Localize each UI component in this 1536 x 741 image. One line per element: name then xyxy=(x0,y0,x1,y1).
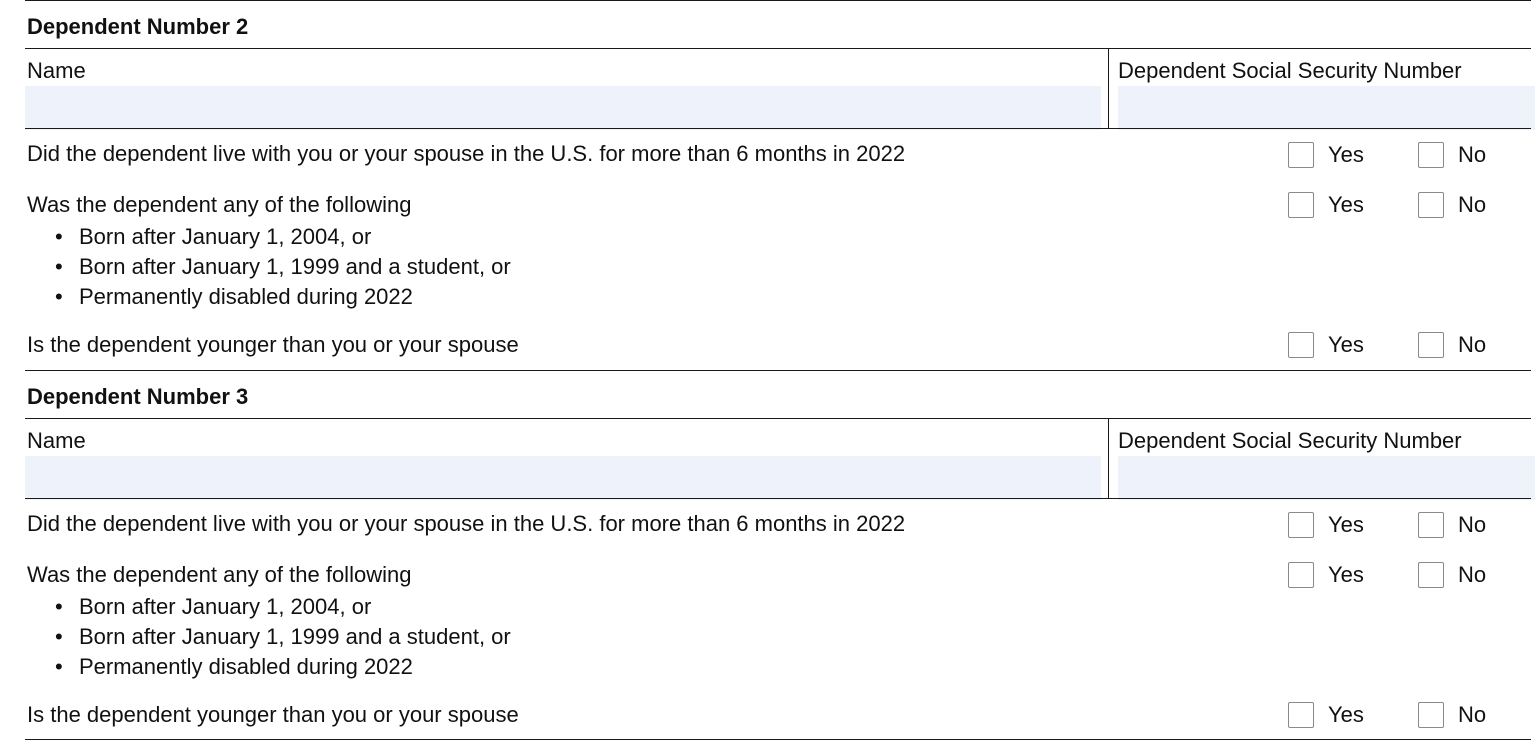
section-title: Dependent Number 2 xyxy=(27,14,249,39)
divider xyxy=(25,128,1531,129)
question-any-of-following: Was the dependent any of the following xyxy=(27,192,412,217)
question-younger: Is the dependent younger than you or your spouse xyxy=(27,702,519,727)
divider xyxy=(25,418,1531,419)
yes-label: Yes xyxy=(1328,192,1364,217)
name-label: Name xyxy=(27,428,86,453)
younger-no-checkbox[interactable] xyxy=(1418,332,1444,358)
yes-label: Yes xyxy=(1328,702,1364,727)
ssn-field[interactable] xyxy=(1118,86,1535,130)
any-of-following-yes-checkbox[interactable] xyxy=(1288,192,1314,218)
list-item: • Born after January 1, 1999 and a student, or xyxy=(53,622,511,652)
younger-yes-checkbox[interactable] xyxy=(1288,702,1314,728)
yes-label: Yes xyxy=(1328,332,1364,357)
ssn-label: Dependent Social Security Number xyxy=(1118,58,1462,83)
divider xyxy=(25,370,1531,371)
dependent-3-section xyxy=(25,370,1531,740)
list-item: • Born after January 1, 1999 and a student, or xyxy=(53,252,511,282)
any-of-following-no-checkbox[interactable] xyxy=(1418,192,1444,218)
no-label: No xyxy=(1458,192,1487,217)
lived-with-you-no-checkbox[interactable] xyxy=(1418,142,1444,168)
no-label: No xyxy=(1458,142,1487,167)
no-label: No xyxy=(1458,562,1487,587)
divider xyxy=(25,48,1531,49)
divider xyxy=(25,498,1531,499)
divider xyxy=(25,0,1531,1)
question-any-of-following: Was the dependent any of the following xyxy=(27,562,412,587)
dependent-2-section xyxy=(25,0,1531,370)
list-item: • Permanently disabled during 2022 xyxy=(53,282,511,312)
younger-no-checkbox[interactable] xyxy=(1418,702,1444,728)
lived-with-you-yes-checkbox[interactable] xyxy=(1288,142,1314,168)
criteria-list xyxy=(53,222,511,312)
ssn-label: Dependent Social Security Number xyxy=(1118,428,1462,453)
name-field[interactable] xyxy=(25,456,1101,500)
lived-with-you-yes-checkbox[interactable] xyxy=(1288,512,1314,538)
divider xyxy=(25,739,1531,740)
yes-label: Yes xyxy=(1328,512,1364,537)
question-lived-with-you: Did the dependent live with you or your spouse in the U.S. for more than 6 months in 2022 xyxy=(27,511,906,536)
column-divider xyxy=(1108,48,1109,129)
any-of-following-no-checkbox[interactable] xyxy=(1418,562,1444,588)
name-label: Name xyxy=(27,58,86,83)
younger-yes-checkbox[interactable] xyxy=(1288,332,1314,358)
no-label: No xyxy=(1458,702,1487,727)
yes-label: Yes xyxy=(1328,142,1364,167)
section-title: Dependent Number 3 xyxy=(27,384,249,409)
name-field[interactable] xyxy=(25,86,1101,130)
list-item: • Permanently disabled during 2022 xyxy=(53,652,511,682)
question-younger: Is the dependent younger than you or your spouse xyxy=(27,332,519,357)
yes-label: Yes xyxy=(1328,562,1364,587)
no-label: No xyxy=(1458,332,1487,357)
list-item: • Born after January 1, 2004, or xyxy=(53,222,511,252)
any-of-following-yes-checkbox[interactable] xyxy=(1288,562,1314,588)
question-lived-with-you: Did the dependent live with you or your spouse in the U.S. for more than 6 months in 2022 xyxy=(27,141,906,166)
criteria-list xyxy=(53,592,511,682)
no-label: No xyxy=(1458,512,1487,537)
list-item: • Born after January 1, 2004, or xyxy=(53,592,511,622)
column-divider xyxy=(1108,418,1109,499)
ssn-field[interactable] xyxy=(1118,456,1535,500)
lived-with-you-no-checkbox[interactable] xyxy=(1418,512,1444,538)
